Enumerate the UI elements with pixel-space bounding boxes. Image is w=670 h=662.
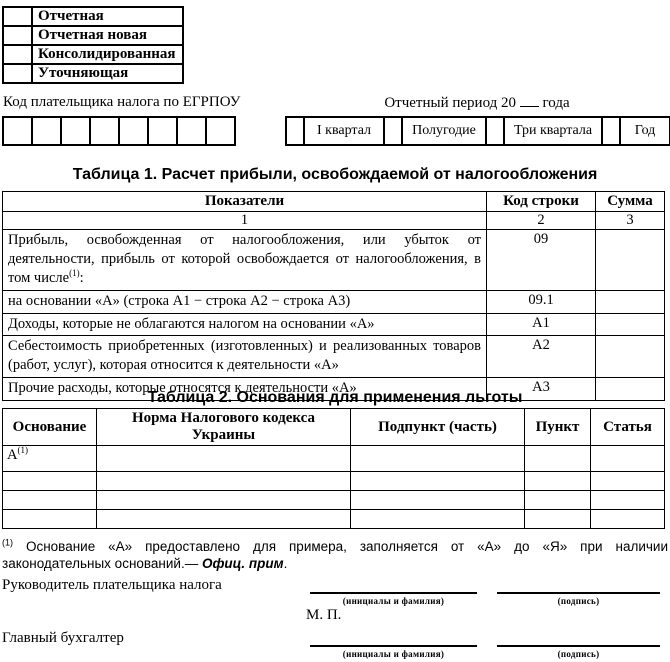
period-selector-strip: [285, 116, 670, 146]
director-sign-line: [497, 592, 660, 606]
name-caption: (инициалы и фамилия): [342, 596, 445, 606]
report-type-label: Отчетная новая: [32, 26, 183, 45]
report-type-checkbox[interactable]: [3, 26, 32, 45]
norm-cell[interactable]: [97, 510, 351, 529]
indicator-cell: на основании «А» (строка А1 − строка А2 − строка А3): [3, 290, 487, 313]
egrpou-cell[interactable]: [206, 117, 235, 145]
code-cell: 09.1: [487, 290, 596, 313]
footnote-marker: (1): [2, 537, 13, 548]
table1-header-code: Код строки: [487, 192, 596, 212]
norm-cell[interactable]: [97, 491, 351, 510]
subitem-cell[interactable]: [351, 472, 525, 491]
report-type-checkbox[interactable]: [3, 45, 32, 64]
report-type-label: Уточняющая: [32, 64, 183, 83]
table2-row: [3, 472, 665, 491]
base-cell: $А^{(1)}$: [3, 446, 97, 472]
accountant-label: Главный бухгалтер: [2, 630, 124, 646]
table2-header-row: [3, 409, 665, 446]
period-label-prefix: Отчетный период 20: [384, 95, 517, 111]
norm-cell[interactable]: [97, 446, 351, 472]
report-type-checkbox[interactable]: [3, 7, 32, 26]
sum-cell[interactable]: [596, 290, 665, 313]
norm-cell[interactable]: [97, 472, 351, 491]
egrpou-cell[interactable]: [119, 117, 148, 145]
column-number: 1: [3, 212, 487, 230]
report-type-label: Консолидированная: [32, 45, 183, 64]
footnote-marker: (1): [69, 267, 80, 278]
subitem-cell[interactable]: [351, 446, 525, 472]
stamp-label: М. П.: [306, 607, 342, 623]
article-cell[interactable]: [591, 491, 665, 510]
period-checkbox-year[interactable]: [602, 117, 620, 145]
table2-row: [3, 446, 665, 472]
sign-caption: (подпись): [557, 596, 600, 606]
signature-rule[interactable]: [497, 645, 660, 647]
footnote-tail: .: [283, 556, 288, 572]
sign-caption: (подпись): [557, 649, 600, 659]
report-type-row: [3, 45, 183, 64]
table1-row: [3, 313, 665, 336]
table2-header-subitem: Подпункт (часть): [351, 409, 525, 446]
indicator-cell: Себестоимость приобретенных (изготовленных) и реализованных товаров (работ, услуг), которая относится к деятельности «А»: [3, 336, 487, 378]
table2-header-base: Основание: [3, 409, 97, 446]
report-type-checkbox[interactable]: [3, 64, 32, 83]
egrpou-label: Код плательщика налога по ЕГРПОУ: [3, 94, 241, 110]
table1-header-indicators: Показатели: [3, 192, 487, 212]
column-number: 3: [596, 212, 665, 230]
article-cell[interactable]: [591, 510, 665, 529]
footnote: [2, 538, 668, 573]
table1-column-number-row: [3, 212, 665, 230]
sum-cell[interactable]: [596, 230, 665, 291]
code-cell: А3: [487, 378, 596, 401]
signature-rule[interactable]: [310, 645, 477, 647]
period-option-label: Три квартала: [504, 117, 602, 145]
table2-header-norm: Норма Налогового кодекса Украины: [97, 409, 351, 446]
egrpou-cell[interactable]: [148, 117, 177, 145]
signature-rule[interactable]: [310, 592, 477, 594]
director-label: Руководитель плательщика налога: [2, 577, 222, 593]
code-cell: 09: [487, 230, 596, 291]
indicator-cell: Доходы, которые не облагаются налогом на основании «А»: [3, 313, 487, 336]
name-caption: (инициалы и фамилия): [342, 649, 445, 659]
sum-cell[interactable]: [596, 336, 665, 378]
article-cell[interactable]: [591, 472, 665, 491]
period-label-suffix: года: [542, 95, 570, 111]
period-option-label: Полугодие: [402, 117, 486, 145]
base-cell[interactable]: [3, 472, 97, 491]
table2-title: Таблица 2. Основания для применения льготы: [147, 389, 523, 406]
egrpou-cell[interactable]: [177, 117, 206, 145]
table1-header-row: [3, 192, 665, 212]
footnote-emphasis: Офиц. прим: [201, 556, 284, 572]
period-checkbox-threequarters[interactable]: [486, 117, 504, 145]
base-cell[interactable]: [3, 491, 97, 510]
signature-rule[interactable]: [497, 592, 660, 594]
table2-row: [3, 491, 665, 510]
indicator-cell: Прибыль, освобожденная от налогообложения, или убыток от деятельности, прибыль от которой освобождается от налогообложения, в том числе$^{(1)}$:: [3, 230, 487, 291]
sum-cell[interactable]: [596, 313, 665, 336]
indicator-cell: Прочие расходы, которые относятся к деятельности «А»: [3, 378, 487, 401]
period-label: [285, 94, 669, 112]
item-cell[interactable]: [525, 510, 591, 529]
report-type-label: Отчетная: [32, 7, 183, 26]
article-cell[interactable]: [591, 446, 665, 472]
column-number: 2: [487, 212, 596, 230]
table1-header-sum: Сумма: [596, 192, 665, 212]
accountant-sign-line: [497, 645, 660, 659]
egrpou-cell[interactable]: [3, 117, 32, 145]
item-cell[interactable]: [525, 472, 591, 491]
table1-row: [3, 336, 665, 378]
footnote-marker: (1): [17, 445, 28, 456]
table2: [2, 408, 665, 529]
base-cell[interactable]: [3, 510, 97, 529]
report-type-row: [3, 64, 183, 83]
item-cell[interactable]: [525, 446, 591, 472]
year-blank-field[interactable]: [520, 94, 539, 107]
code-cell: А2: [487, 336, 596, 378]
period-option-label: Год: [620, 117, 670, 145]
subitem-cell[interactable]: [351, 510, 525, 529]
period-checkbox-q1[interactable]: [286, 117, 304, 145]
period-checkbox-halfyear[interactable]: [384, 117, 402, 145]
table2-row: [3, 510, 665, 529]
period-option-label: I квартал: [304, 117, 384, 145]
director-name-line: [310, 592, 477, 606]
code-cell: А1: [487, 313, 596, 336]
egrpou-cell-strip: [2, 116, 236, 146]
report-type-row: [3, 26, 183, 45]
table1: [2, 191, 665, 401]
egrpou-cell[interactable]: [61, 117, 90, 145]
table1-row: [3, 290, 665, 313]
subitem-cell[interactable]: [351, 491, 525, 510]
report-type-table: [2, 6, 184, 84]
table2-header-item: Пункт: [525, 409, 591, 446]
report-type-row: [3, 7, 183, 26]
egrpou-cell[interactable]: [90, 117, 119, 145]
table2-header-article: Статья: [591, 409, 665, 446]
footnote-text: Основание «А» предоставлено для примера, заполняется от «А» до «Я» при наличии законодательных оснований.—: [2, 539, 668, 572]
table1-row: [3, 230, 665, 291]
egrpou-cell[interactable]: [32, 117, 61, 145]
accountant-name-line: [310, 645, 477, 659]
table1-title: Таблица 1. Расчет прибыли, освобождаемой от налогообложения: [72, 166, 598, 183]
item-cell[interactable]: [525, 491, 591, 510]
